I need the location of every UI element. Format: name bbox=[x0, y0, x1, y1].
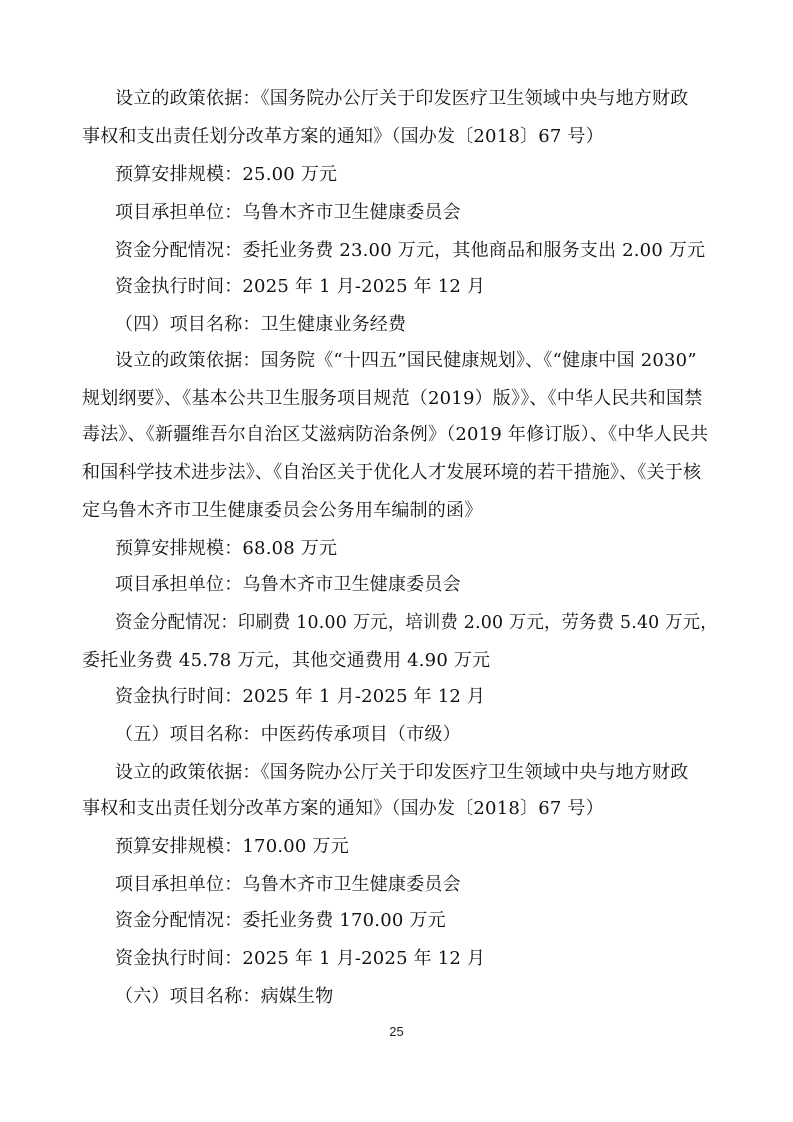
execution-time-line: 资金执行时间：2025 年 1 月-2025 年 12 月 bbox=[115, 686, 486, 707]
policy-basis-line-1: 设立的政策依据：《国务院办公厅关于印发医疗卫生领域中央与地方财政 bbox=[115, 88, 689, 109]
policy-basis-line-2: 事权和支出责任划分改革方案的通知》（国办发〔2018〕67 号） bbox=[82, 798, 604, 819]
fund-allocation-line: 资金分配情况：委托业务费 170.00 万元 bbox=[115, 910, 446, 931]
policy-basis-line-1: 设立的政策依据：《国务院办公厅关于印发医疗卫生领域中央与地方财政 bbox=[115, 762, 689, 783]
budget-scale-line: 预算安排规模：25.00 万元 bbox=[115, 164, 338, 185]
policy-basis-line-2: 事权和支出责任划分改革方案的通知》（国办发〔2018〕67 号） bbox=[82, 126, 604, 147]
undertaking-unit-line: 项目承担单位：乌鲁木齐市卫生健康委员会 bbox=[115, 202, 461, 223]
budget-scale-line: 预算安排规模：170.00 万元 bbox=[115, 836, 349, 857]
policy-basis-line-3: 毒法》、《新疆维吾尔自治区艾滋病防治条例》（2019 年修订版）、《中华人民共 bbox=[82, 424, 709, 445]
policy-basis-line-5: 定乌鲁木齐市卫生健康委员会公务用车编制的函》 bbox=[82, 500, 483, 521]
fund-allocation-line: 资金分配情况：委托业务费 23.00 万元，其他商品和服务支出 2.00 万元 bbox=[115, 240, 706, 261]
policy-basis-line-1: 设立的政策依据：国务院《“十四五”国民健康规划》、《“健康中国 2030” bbox=[115, 350, 697, 371]
page-number: 25 bbox=[389, 1024, 404, 1039]
policy-basis-line-2: 规划纲要》、《基本公共卫生服务项目规范（2019）版》》、《中华人民共和国禁 bbox=[82, 388, 703, 409]
budget-scale-line: 预算安排规模：68.08 万元 bbox=[115, 538, 338, 559]
section-heading-5: （五）项目名称：中医药传承项目（市级） bbox=[115, 724, 461, 745]
execution-time-line: 资金执行时间：2025 年 1 月-2025 年 12 月 bbox=[115, 948, 486, 969]
section-heading-6: （六）项目名称：病媒生物 bbox=[115, 986, 334, 1007]
fund-allocation-line-1: 资金分配情况：印刷费 10.00 万元，培训费 2.00 万元，劳务费 5.40 万元， bbox=[115, 612, 718, 633]
policy-basis-line-4: 和国科学技术进步法》、《自治区关于优化人才发展环境的若干措施》、《关于核 bbox=[82, 462, 702, 483]
section-heading-4: （四）项目名称：卫生健康业务经费 bbox=[115, 314, 407, 335]
undertaking-unit-line: 项目承担单位：乌鲁木齐市卫生健康委员会 bbox=[115, 574, 461, 595]
execution-time-line: 资金执行时间：2025 年 1 月-2025 年 12 月 bbox=[115, 276, 486, 297]
undertaking-unit-line: 项目承担单位：乌鲁木齐市卫生健康委员会 bbox=[115, 874, 461, 895]
fund-allocation-line-2: 委托业务费 45.78 万元，其他交通费用 4.90 万元 bbox=[82, 650, 491, 671]
